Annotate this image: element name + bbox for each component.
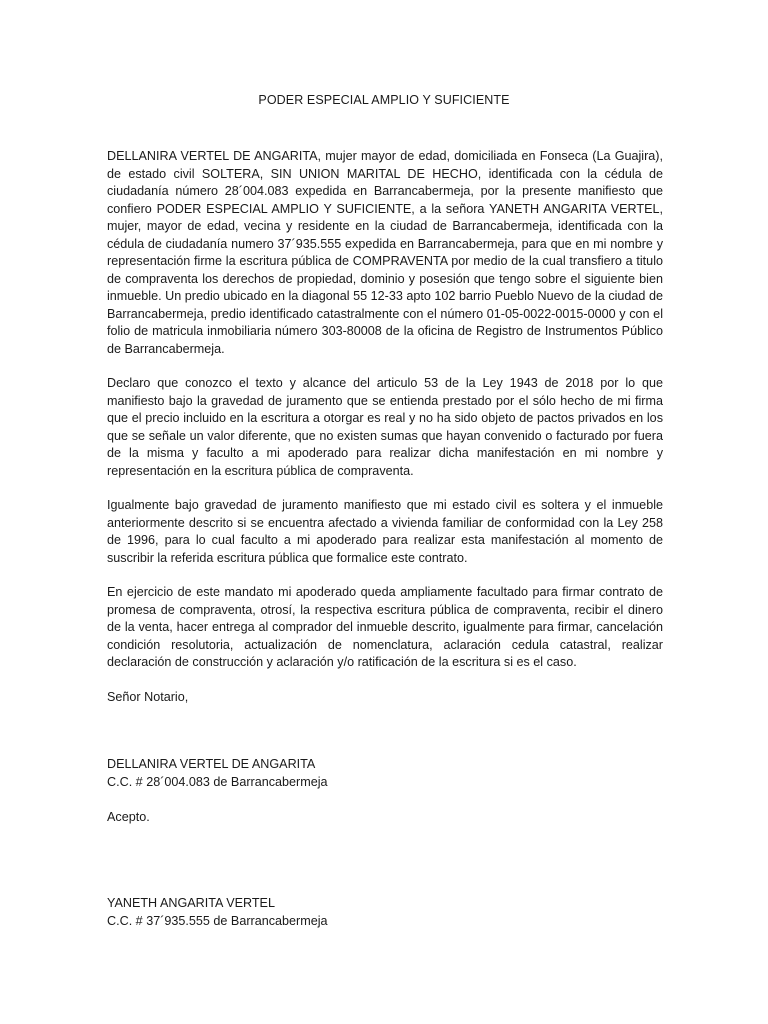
- attorney-id: C.C. # 37´935.555 de Barrancabermeja: [107, 913, 328, 928]
- grantor-name: DELLANIRA VERTEL DE ANGARITA: [107, 757, 316, 771]
- salutation: [107, 689, 663, 707]
- document-title: PODER ESPECIAL AMPLIO Y SUFICIENTE: [258, 93, 510, 107]
- grantor-id: C.C. # 28´004.083 de Barrancabermeja: [107, 774, 328, 789]
- salutation-text: Señor Notario,: [107, 690, 189, 704]
- grantor-signature-block: [107, 756, 663, 791]
- document-body: [107, 148, 663, 672]
- paragraph-grant-of-power: DELLANIRA VERTEL DE ANGARITA, mujer mayor de edad, domiciliada en Fonseca (La Guajira), de estado civil SOLTERA, SIN UNION MARITAL DE HECHO, identificada con la cédula de ciudadanía número 28´004.083 expedida en Barrancabermeja, por la presente manifiesto que confiero PODER ESPECIAL AMPLIO Y SUFICIENTE, a la señora YANETH ANGARITA VERTEL, mujer, mayor de edad, vecina y residente en la ciudad de Barrancabermeja, identificada con la cédula de ciudadanía numero 37´935.555 expedida en Barrancabermeja, para que en mi nombre y representación firme la escritura pública de COMPRAVENTA por medio de la cual transfiero a titulo de compraventa los derechos de propiedad, dominio y posesión que tengo sobre el siguiente bien inmueble. Un predio ubicado en la diagonal 55 12-33 apto 102 barrio Pueblo Nuevo de la ciudad de Barrancabermeja, predio identificado catastralmente con el número 01-05-0022-0015-0000 y con el folio de matricula inmobiliaria número 303-80008 de la oficina de Registro de Instrumentos Público de Barrancabermeja.: [107, 149, 663, 356]
- attorney-signature-block: [107, 895, 663, 930]
- paragraph-declaration: Declaro que conozco el texto y alcance del articulo 53 de la Ley 1943 de 2018 por lo que manifiesto bajo la gravedad de juramento que se entienda prestado por el sólo hecho de mi firma que el precio incluido en la escritura a otorgar es real y no ha sido objeto de pactos privados en los que se señale un valor diferente, que no existen sumas que hayan convenido o facturado por fuera de la misma y faculto a mi apoderado para realizar dicha manifestación en mi nombre y representación en la escritura pública de compraventa.: [107, 376, 663, 478]
- paragraph-mandate-scope: En ejercicio de este mandato mi apoderado queda ampliamente facultado para firmar contrato de promesa de compraventa, otrosí, la respectiva escritura pública de compraventa, recibir el dinero de la venta, hacer entrega al comprador del inmueble descrito, igualmente para firmar, cancelación condición resolutoria, actualización de nomenclatura, aclaración cedula catastral, realizar declaración de construcción y aclaración y/o ratificación de la escritura si es el caso.: [107, 585, 663, 669]
- attorney-name: YANETH ANGARITA VERTEL: [107, 896, 275, 910]
- acceptance-text: Acepto.: [107, 810, 150, 824]
- paragraph-civil-status: Igualmente bajo gravedad de juramento manifiesto que mi estado civil es soltera y el inmueble anteriormente descrito si se encuentra afectado a vivienda familiar de conformidad con la Ley 258 de 1996, para lo cual faculto a mi apoderado para realizar esta manifestación al momento de suscribir la referida escritura pública que formalice este contrato.: [107, 498, 663, 565]
- acceptance: [107, 809, 663, 827]
